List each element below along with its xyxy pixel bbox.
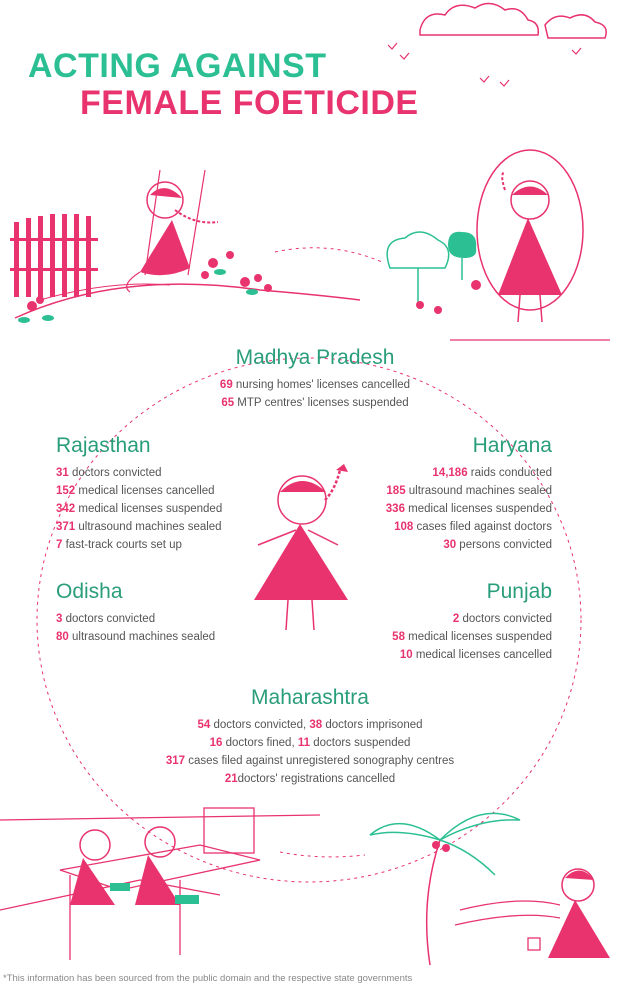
list-item: 336 medical licenses suspended [385, 503, 552, 515]
list-item: 65 MTP centres' licenses suspended [221, 397, 409, 409]
madhya-pradesh-block [195, 346, 435, 412]
odisha-block [56, 580, 215, 646]
list-item: 342 medical licenses suspended [56, 503, 223, 515]
maharashtra-block [130, 686, 490, 788]
list-item: 7 fast-track courts set up [56, 539, 182, 551]
seesaw-girl-icon [455, 869, 610, 958]
list-item: 108 cases filed against doctors [394, 521, 552, 533]
punjab-block [352, 580, 552, 664]
state-name-rajasthan: Rajasthan [56, 434, 151, 457]
list-item: 14,186 raids conducted [432, 467, 552, 479]
cloud-icon [420, 3, 606, 38]
list-item: 317 cases filed against unregistered sonography centres [165, 755, 455, 767]
list-item: 31 doctors convicted [56, 467, 162, 479]
birds-icon [388, 43, 581, 86]
fence-icon [10, 214, 98, 297]
list-item: 16 doctors fined, 11 doctors suspended [209, 737, 411, 749]
hill-line-2 [40, 284, 170, 300]
dashed-connector-bottom [280, 852, 365, 857]
list-item: 3 doctors convicted [56, 613, 156, 625]
state-name-maharashtra: Maharashtra [251, 686, 369, 709]
list-item: 30 persons convicted [443, 539, 552, 551]
title-line-2: FEMALE FOETICIDE [80, 84, 419, 122]
palm-tree-icon [370, 813, 520, 965]
list-item: 185 ultrasound machines sealed [386, 485, 552, 497]
list-item: 2 doctors convicted [452, 613, 552, 625]
haryana-block [352, 434, 552, 554]
state-name-haryana: Haryana [472, 434, 552, 457]
rajasthan-block [56, 434, 222, 554]
list-item: 69 nursing homes' licenses cancelled [219, 379, 411, 391]
list-item: 21doctors' registrations cancelled [224, 773, 396, 785]
footnote: *This information has been sourced from the public domain and the respective state governments [3, 973, 413, 984]
title-line-1: ACTING AGAINST [28, 47, 327, 85]
tree-icon [387, 232, 476, 305]
list-item: 10 medical licenses cancelled [399, 649, 552, 661]
dashed-connector [275, 248, 382, 262]
list-item: 54 doctors convicted, 38 doctors imprisoned [197, 719, 423, 731]
center-girl-icon [254, 464, 348, 630]
list-item: 80 ultrasound machines sealed [56, 631, 216, 643]
list-item: 58 medical licenses suspended [392, 631, 552, 643]
state-name-odisha: Odisha [56, 580, 123, 603]
state-name-madhya-pradesh: Madhya Pradesh [235, 346, 395, 369]
list-item: 371 ultrasound machines sealed [56, 521, 222, 533]
state-name-punjab: Punjab [486, 580, 552, 603]
list-item: 152 medical licenses cancelled [56, 485, 215, 497]
